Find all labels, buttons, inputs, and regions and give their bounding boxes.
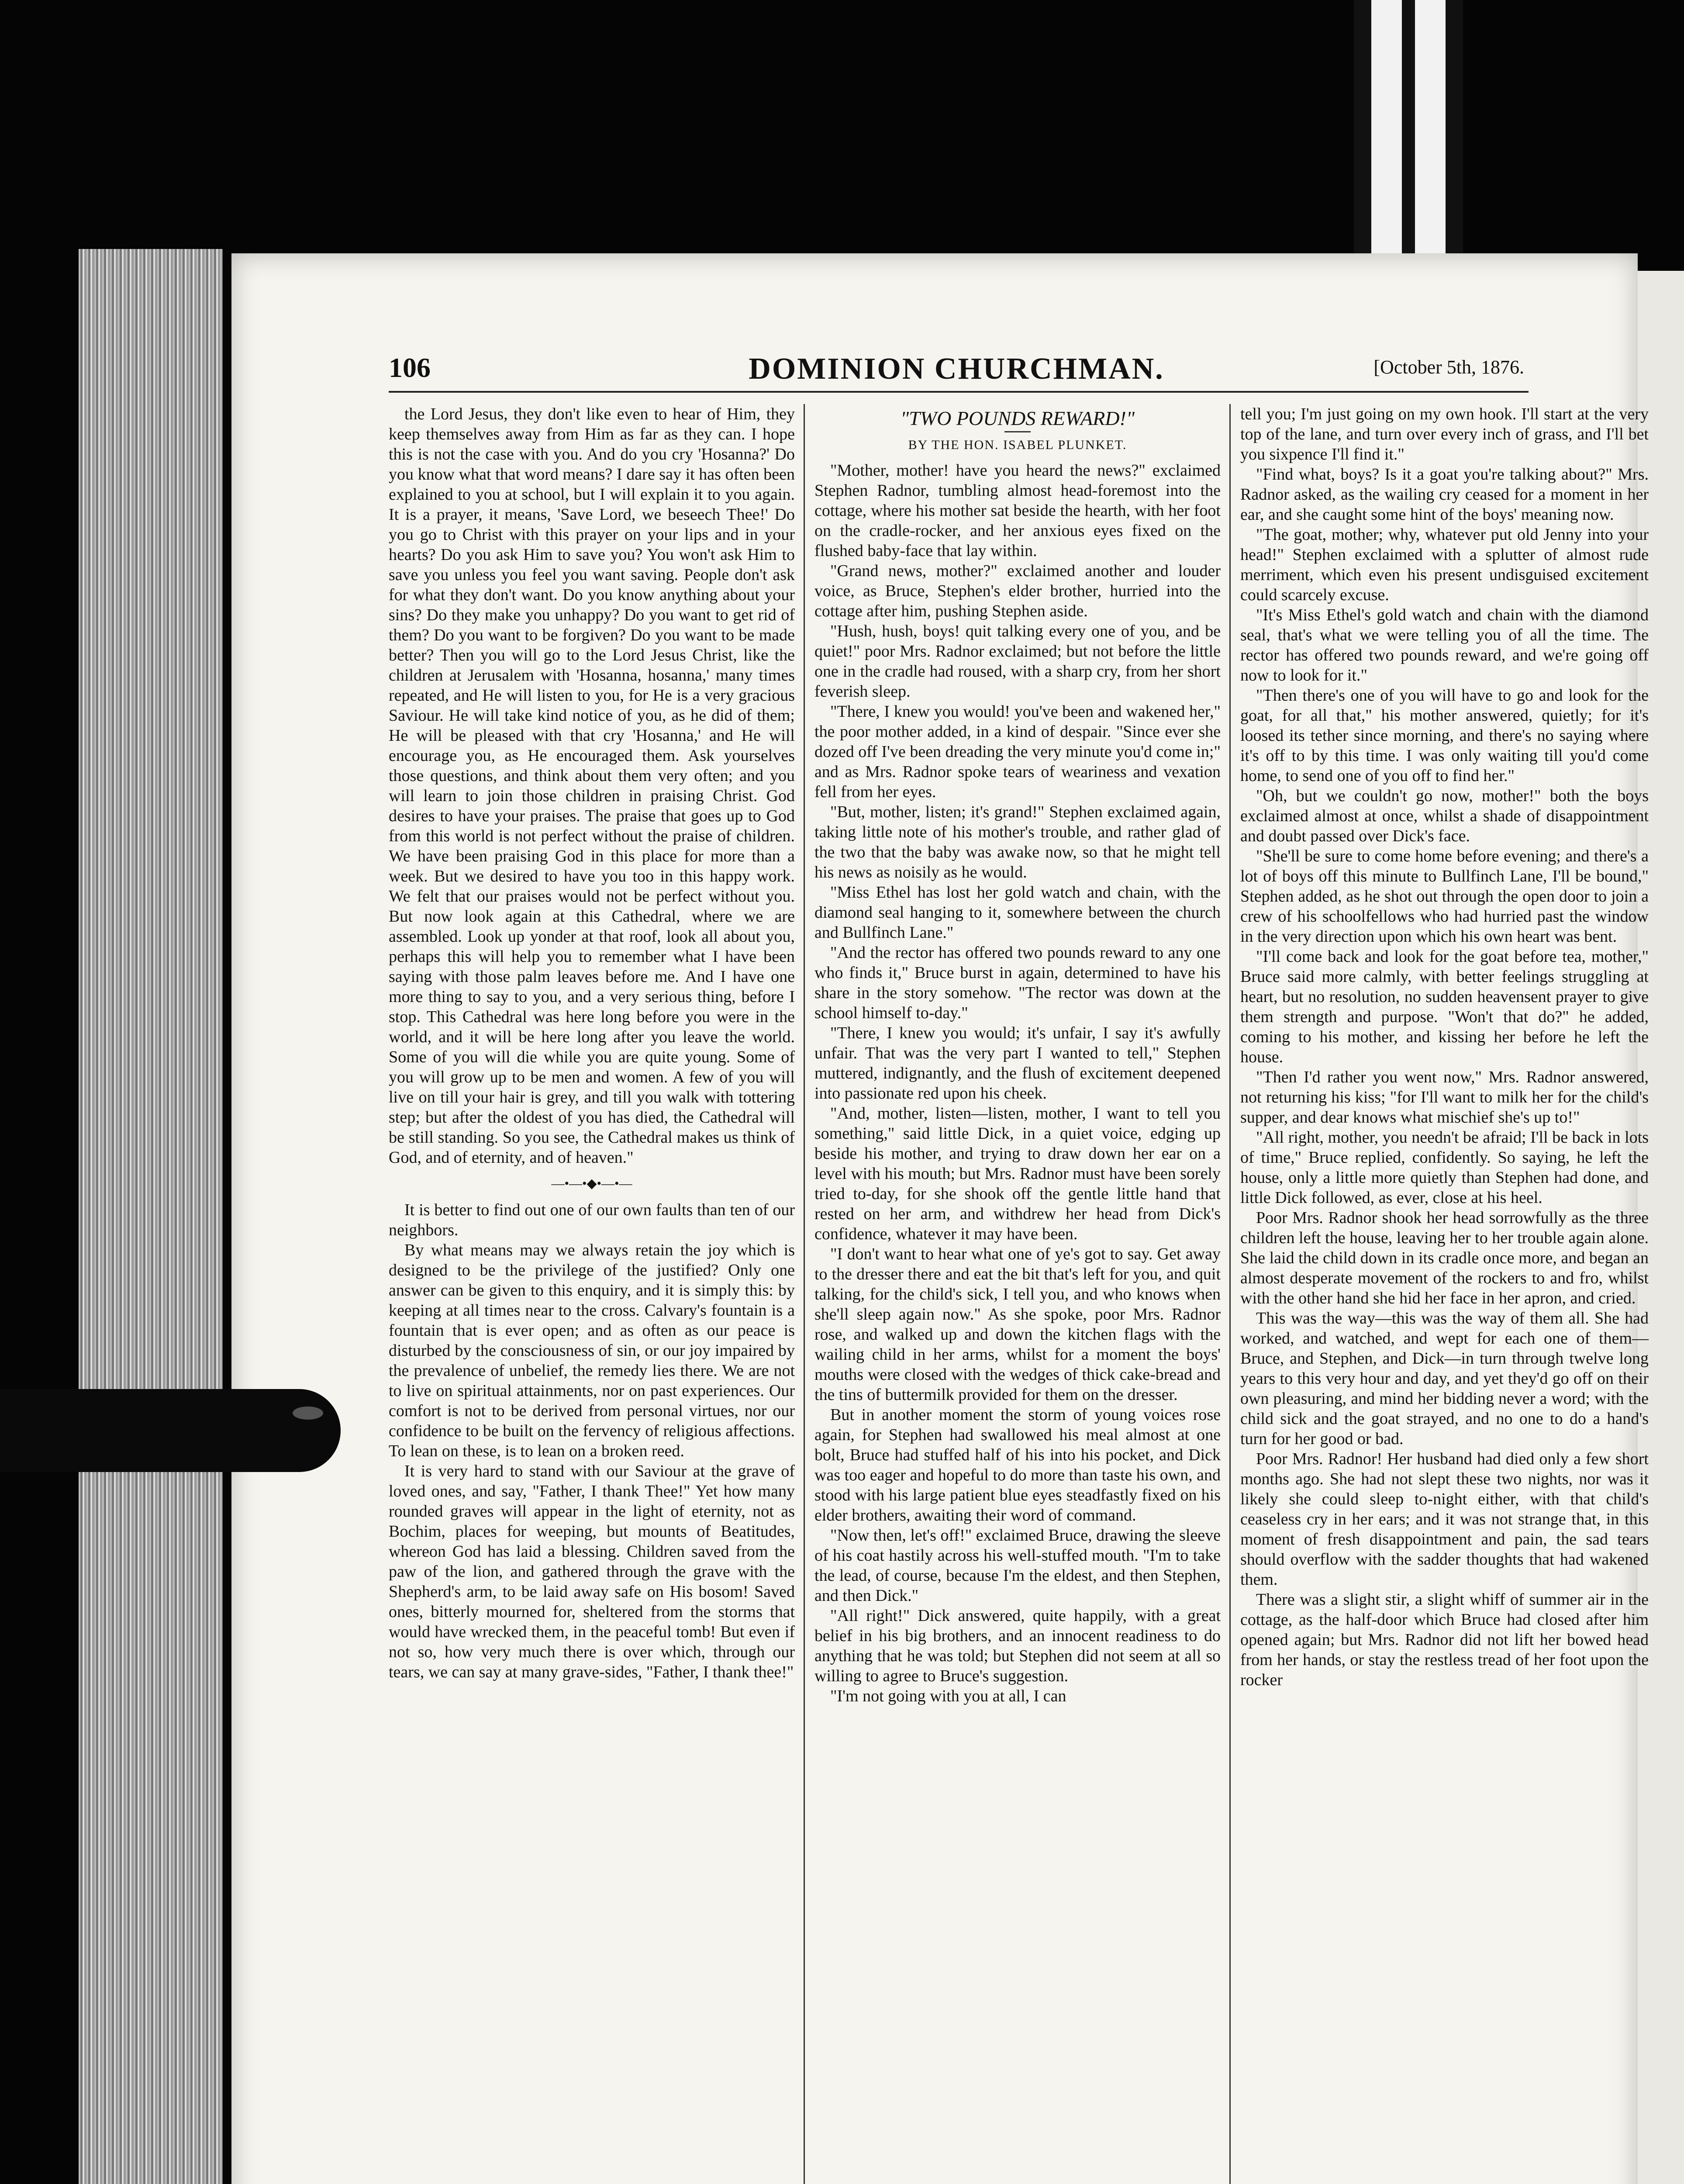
paragraph: "And, mother, listen—listen, mother, I want to tell you something," said little Dick, in a quiet voice, edging up beside his mother, and trying to draw down her ear on a level with his mouth; but Mrs. Radnor must have been sorely tried to-day, for she shook off the gentle little hand that rested on her arm, and withdrew her head from Dick's confidence, whatever it may have been. (814, 1104, 1221, 1243)
masthead: DOMINION CHURCHMAN. (749, 352, 1164, 386)
paragraph: "I'm not going with you at all, I can (830, 1687, 1066, 1705)
page-header (389, 352, 1524, 386)
column-divider (804, 404, 805, 2184)
paragraph: "Miss Ethel has lost her gold watch and chain, with the diamond seal hanging to it, somewhere between the church and Bullfinch Lane." (814, 883, 1221, 942)
column-1 (389, 404, 795, 1682)
paragraph: "Find what, boys? Is it a goat you're talking about?" Mrs. Radnor asked, as the wailing cry ceased for a moment in her ear, and she caught some hint of the boys' meaning now. (1240, 465, 1649, 524)
paragraph: Poor Mrs. Radnor shook her head sorrowfully as the three children left the house, leaving her to her trouble again alone. She laid the child down in its cradle once more, and began an almost desperate movement of the rockers to and fro, whilst with the other hand she hid her face in her apron, and cried. (1240, 1209, 1649, 1307)
paragraph: This was the way—this was the way of them all. She had worked, and watched, and wept for each one of them—Bruce, and Stephen, and Dick—in turn through twelve long years to this very hour and day, and yet they'd go off on their own pleasuring, and mind her bidding never a word; with the child sick and the goat strayed, and no one to do a hand's turn for her good or bad. (1240, 1309, 1649, 1448)
paragraph: By what means may we always retain the joy which is designed to be the privilege of the justified? Only one answer can be given to this enquiry, and it is simply this: by keeping at all times near to the cross. Calvary's fountain is a fountain that is ever open; and as often as our peace is disturbed by the consciousness of sin, or our joy impaired by the prevalence of unbelief, the remedy lies there. We are not to live on spiritual attainments, nor on past experiences. Our comfort is not to be derived from personal virtues, nor our confidence to be built on the fervency of religious affections. To lean on these, is to lean on a broken reed. (389, 1241, 795, 1460)
paragraph: Poor Mrs. Radnor! Her husband had died only a few short months ago. She had not slept these two nights, nor was it likely she could sleep to-night either, with that child's ceaseless cry in her ears; and it was not strange that, in this moment of fresh disappointment and pain, the sad tears should overflow with the sadder thoughts that had wakened them. (1240, 1450, 1649, 1589)
paragraph: "It's Miss Ethel's gold watch and chain with the diamond seal, that's what we were telling you of all the time. The rector has offered two pounds reward, and we're going off now to look for it." (1240, 606, 1649, 684)
paragraph: It is very hard to stand with our Saviour at the grave of loved ones, and say, "Father, I thank Thee!" Yet how many rounded graves will appear in the light of eternity, not as Bochim, places for weeping, but mounts of Beatitudes, whereon God has laid a blessing. Children saved from the paw of the lion, and gathered through the grave with the Shepherd's arm, to be laid away safe on His bosom! Saved ones, bitterly mourned for, sheltered from the storms that would have wrecked them, in the peaceful tomb! But even if not so, how very much there is over which, through our tears, we can say at many grave-sides, "Father, I thank thee!" (389, 1462, 795, 1681)
newspaper-page (231, 253, 1649, 2184)
paragraph: "I'll come back and look for the goat before tea, mother," Bruce said more calmly, with better feelings struggling at heart, but no resolution, no sudden heavensent prayer to give them strength and purpose. "Won't that do?" he added, coming to his mother, and kissing her before he left the house. (1240, 947, 1649, 1066)
paragraph: "I don't want to hear what one of ye's got to say. Get away to the dresser there and eat the bit that's left for you, and quit talking, for the child's sick, I tell you, and who knows when she'll sleep again now." As she spoke, poor Mrs. Radnor rose, and walked up and down the kitchen flags with the wailing child in her arms, whilst for a moment the boys' mouths were closed with the wedges of thick cake-bread and the tins of buttermilk provided for them on the dresser. (814, 1245, 1221, 1404)
book-page-edges (79, 249, 223, 2184)
paragraph: "Hush, hush, boys! quit talking every one of you, and be quiet!" poor Mrs. Radnor exclaimed; but not before the little one in the cradle had roused, with a sharp cry, from her short feverish sleep. (814, 622, 1221, 701)
column-3 (1240, 404, 1649, 1690)
paragraph: "Grand news, mother?" exclaimed another and louder voice, as Bruce, Stephen's elder brother, hurried into the cottage after him, pushing Stephen aside. (814, 562, 1221, 620)
paragraph: "Then I'd rather you went now," Mrs. Radnor answered, not returning his kiss; "for I'll want to milk her for the child's supper, and dear knows what mischief she's up to!" (1240, 1068, 1649, 1127)
paragraph: "There, I knew you would! you've been and wakened her," the poor mother added, in a kind of despair. "Since ever she dozed off I've been dreading the very minute you'd come in;" and as Mrs. Radnor spoke tears of weariness and vexation fell from her eyes. (814, 702, 1221, 801)
issue-date: [October 5th, 1876. (1373, 356, 1524, 378)
paragraph: "All right, mother, you needn't be afraid; I'll be back in lots of time," Bruce replied, confidently. So saying, he left the house, only a little more quietly than Stephen had done, and little Dick followed, as ever, close at his heel. (1240, 1128, 1649, 1207)
paragraph: But in another moment the storm of young voices rose again, for Stephen had swallowed his meal almost at one bolt, Bruce had stuffed half of his into his pocket, and Dick was too eager and hopeful to do more than taste his own, and stood with his large patient blue eyes steadfastly fixed on his elder brothers, awaiting their word of command. (814, 1406, 1221, 1524)
column-divider (1229, 404, 1231, 2184)
story-title: "TWO POUNDS REWARD!" (900, 407, 1135, 429)
title-rule (1004, 431, 1031, 432)
header-rule (389, 391, 1529, 393)
paragraph: "Then there's one of you will have to go and look for the goat, for all that," his mother answered, quietly; for it's loosed its tether since morning, and there's no saying where it's off to by this time. I was only waiting till you'd come home, to send one of you off to find her." (1240, 686, 1649, 785)
column-2 (814, 404, 1221, 1706)
paragraph: There was a slight stir, a slight whiff of summer air in the cottage, as the half-door which Bruce had closed after him opened again; but Mrs. Radnor did not lift her bowed head from her hands, or stay the restless tread of her foot upon the rocker (1240, 1590, 1649, 1689)
paragraph: "And the rector has offered two pounds reward to any one who finds it," Bruce burst in again, determined to have his share in the story somehow. "The rector was down at the school himself to-day." (814, 943, 1221, 1022)
page-number: 106 (389, 352, 431, 383)
story-byline: BY THE HON. ISABEL PLUNKET. (908, 438, 1127, 452)
paragraph: "She'll be sure to come home before evening; and there's a lot of boys off this minute to Bullfinch Lane, I'll be bound," Stephen added, as he shot out through the open door to join a crew of his schoolfellows who had hurried past the window in the very direction upon which his own heart was bent. (1240, 847, 1649, 946)
section-ornament: —•—•◆•—•— (551, 1176, 632, 1191)
paragraph: "Now then, let's off!" exclaimed Bruce, drawing the sleeve of his coat hastily across his well-stuffed mouth. "I'm to take the lead, of course, because I'm the eldest, and then Stephen, and then Dick." (814, 1526, 1221, 1605)
paragraph: "Oh, but we couldn't go now, mother!" both the boys exclaimed almost at once, whilst a shade of disappointment and doubt passed over Dick's face. (1240, 787, 1649, 845)
paragraph: "The goat, mother; why, whatever put old Jenny into your head!" Stephen exclaimed with a splutter of almost rude merriment, which even his present undisguised excitement could scarcely excuse. (1240, 525, 1649, 604)
paragraph: "There, I knew you would; it's unfair, I say it's awfully unfair. That was the very part I wanted to tell," Stephen muttered, indignantly, and the flush of excitement deepened into passionate red upon his cheek. (814, 1024, 1221, 1102)
paragraph: "All right!" Dick answered, quite happily, with a great belief in his big brothers, and an innocent readiness to do anything that he was told; but Stephen did not seem at all so willing to agree to Bruce's suggestion. (814, 1607, 1221, 1685)
paragraph: It is better to find out one of our own faults than ten of our neighbors. (389, 1201, 795, 1239)
paragraph: the Lord Jesus, they don't like even to hear of Him, they keep themselves away from Him as far as they can. I hope this is not the case with you. And do you cry 'Hosanna?' Do you know what that word means? I dare say it has often been explained to you at school, but I will explain it to you again. It is a prayer, it means, 'Save Lord, we beseech Thee!' Do you go to Christ with this prayer on your lips and in your hearts? Do you ask Him to save you? You won't ask Him to save you unless you feel you want saving. People don't ask for what they don't want. Do you know anything about your sins? Do they make you unhappy? Do you want to get rid of them? Do you want to be forgiven? Do you want to be made better? Then you will go to the Lord Jesus Christ, like the children at Jerusalem with 'Hosanna, hosanna,' many times repeated, and He will listen to you, for He is a very gracious Saviour. He will take kind notice of you, as he did of them; He will be pleased with that cry 'Hosanna,' and He will encourage you, as He encouraged them. Ask yourselves those questions, and think about them very often; and you will learn to join those children in praising Christ. God desires to have your praises. The praise that goes up to God from this world is not perfect without the praise of children. We have been praising God in this place for more than a week. But we desired to have you too in this happy work. We felt that our praises would not be perfect without you. But now look again at this Cathedral, where we are assembled. Look up yonder at that roof, look all about you, perhaps this will help you to remember what I have been saying with those palm leaves before me. And I have one more thing to say to you, and a very serious thing, before I stop. This Cathedral was here long before you were in the world, and it will be here long after you leave the world. Some of you will die while you are quite young. Some of you will grow up to be men and women. A few of you will live on till your hair is grey, and till you walk with tottering step; but after the oldest of you has died, the Cathedral will be still standing. So you see, the Cathedral makes us think of God, and of eternity, and of heaven." (389, 405, 795, 1167)
page-weight-pointer (0, 1389, 341, 1472)
paragraph: "Mother, mother! have you heard the news?" exclaimed Stephen Radnor, tumbling almost head-foremost into the cottage, where his mother sat beside the hearth, with her foot on the cradle-rocker, and her anxious eyes fixed on the flushed baby-face that lay within. (814, 461, 1221, 560)
paragraph: "But, mother, listen; it's grand!" Stephen exclaimed again, taking little note of his mother's trouble, and rather glad of the two that the baby was awake now, so that he might tell his news as noisily as he would. (814, 803, 1221, 881)
paragraph: tell you; I'm just going on my own hook. I'll start at the very top of the lane, and turn over every inch of grass, and I'll bet you sixpence I'll find it." (1240, 405, 1649, 463)
